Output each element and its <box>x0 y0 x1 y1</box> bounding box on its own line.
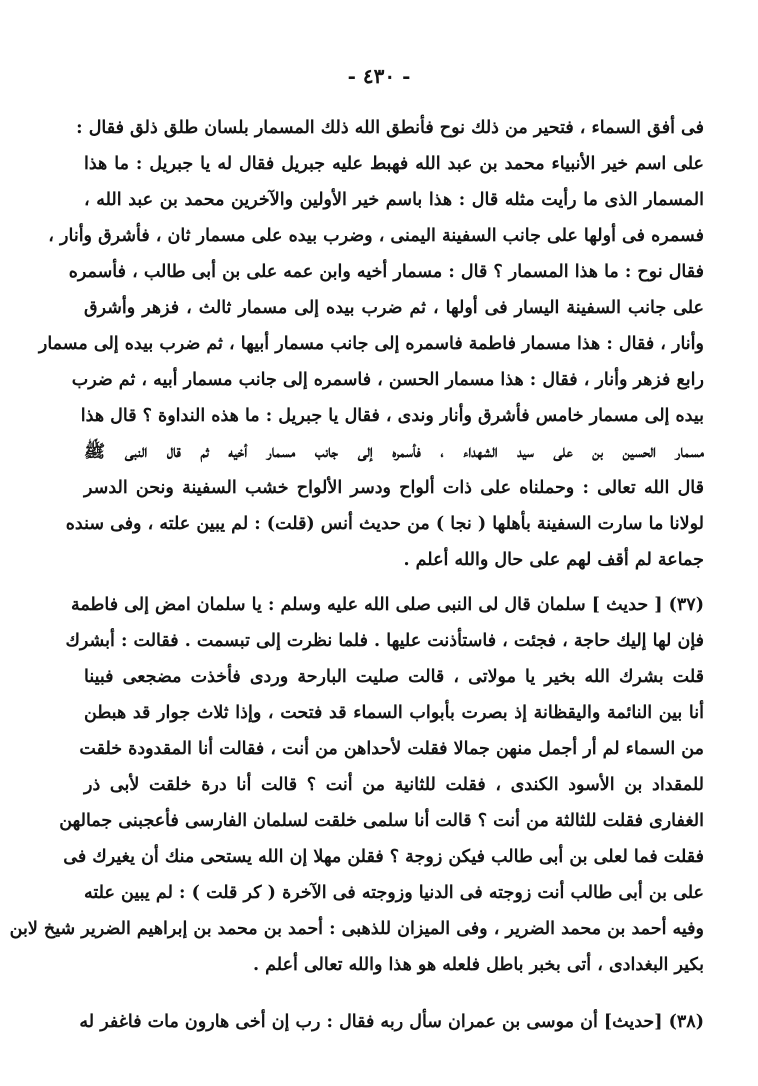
text-line: بكير البغدادى ، أتى بخبر باطل فلعله هو هذا والله تعالى أعلم . <box>252 955 704 975</box>
text-line: قلت بشرك الله بخير يا مولاتى ، قالت صليت البارحة وردى فأخذت مضجعى فبينا <box>84 667 704 687</box>
text-line: فسمره فى أولها على جانب السفينة اليمنى ، وضرب بيده على مسمار ثان ، فأشرق وأنار ، <box>48 226 704 246</box>
text-line: من السماء لم أر أجمل منهن جمالا فقلت لأحداهن من أنت ، فقالت أنا المقدودة خلقت <box>79 739 704 759</box>
text-line: مسمار الحسين بن على سيد الشهداء ، فأسمره إلى جانب مسمار أخيه ثم قال النبى ﷺ <box>84 442 704 462</box>
hadith-37-block <box>9 587 704 983</box>
text-line: فقال نوح : ما هذا المسمار ؟ قال : مسمار أخيه وابن عمه على بن أبى طالب ، فأسمره <box>68 262 704 282</box>
text-line: وأنار ، فقال : هذا مسمار فاطمة فاسمره إلى جانب مسمار أبيها ، ثم ضرب بيده إلى مسمار <box>38 334 704 354</box>
text-line: على بن أبى طالب أنت زوجته فى الدنيا وزوجته فى الآخرة ( كر قلت ) : لم يبين علته <box>84 883 704 903</box>
text-line: وفيه أحمد بن محمد الضرير ، وفى الميزان للذهبى : أحمد بن محمد بن إبراهيم الضرير شيخ لابن <box>9 919 704 939</box>
text-line: (٣٧) [ حديث ] سلمان قال لى النبى صلى الله عليه وسلم : يا سلمان امض إلى فاطمة <box>70 595 704 615</box>
text-line: بيده إلى مسمار خامس فأشرق وأنار وندى ، فقال يا جبريل : ما هذه النداوة ؟ قال هذا <box>80 406 704 426</box>
text-line: فى أفق السماء ، فتحير من ذلك نوح فأنطق الله ذلك المسمار بلسان طلق ذلق فقال : <box>76 118 704 138</box>
text-line: المسمار الذى ما رأيت مثله قال : هذا باسم خير الأولين والآخرين محمد بن عبد الله ، <box>84 190 704 210</box>
page-number: - ٤٣٠ - <box>347 64 411 88</box>
main-text-block <box>38 110 704 578</box>
hadith-38-block <box>79 1004 704 1040</box>
text-line: الغفارى فقلت للثالثة من أنت ؟ قالت أنا سلمى خلقت لسلمان الفارسى فأعجبنى جمالهن <box>59 811 704 831</box>
text-line: (٣٨) [حديث] أن موسى بن عمران سأل ربه فقال : رب إن أخى هارون مات فاغفر له <box>79 1012 704 1032</box>
text-line: فقلت فما لعلى بن أبى طالب فيكن زوجة ؟ فقلن مهلا إن الله يستحى منك أن يغيرك فى <box>63 847 704 867</box>
text-line: فإن لها إليك حاجة ، فجئت ، فاستأذنت عليها . فلما نظرت إلى تبسمت . فقالت : أبشرك <box>65 631 704 651</box>
text-line: لولانا ما سارت السفينة بأهلها ( نجا ) من حديث أنس (قلت) : لم يبين علته ، وفى سنده <box>65 514 704 534</box>
text-line: أنا بين النائمة واليقظانة إذ بصرت بأبواب السماء قد فتحت ، وإذا ثلاث جوار قد هبطن <box>84 703 704 723</box>
text-line: جماعة لم أقف لهم على حال والله أعلم . <box>403 550 704 570</box>
text-line: قال الله تعالى : وحملناه على ذات ألواح ودسر الألواح خشب السفينة ونحن الدسر <box>84 478 704 498</box>
text-line: على جانب السفينة اليسار فى أولها ، ثم ضرب بيده إلى مسمار ثالث ، فزهر وأشرق <box>84 298 704 318</box>
text-line: رابع فزهر وأنار ، فقال : هذا مسمار الحسن ، فاسمره إلى جانب مسمار أبيه ، ثم ضرب <box>71 370 704 390</box>
text-line: للمقداد بن الأسود الكندى ، فقلت للثانية من أنت ؟ قالت أنا درة خلقت لأبى ذر <box>84 775 704 795</box>
text-line: على اسم خير الأنبياء محمد بن عبد الله فهبط عليه جبريل فقال له يا جبريل : ما هذا <box>84 154 704 174</box>
